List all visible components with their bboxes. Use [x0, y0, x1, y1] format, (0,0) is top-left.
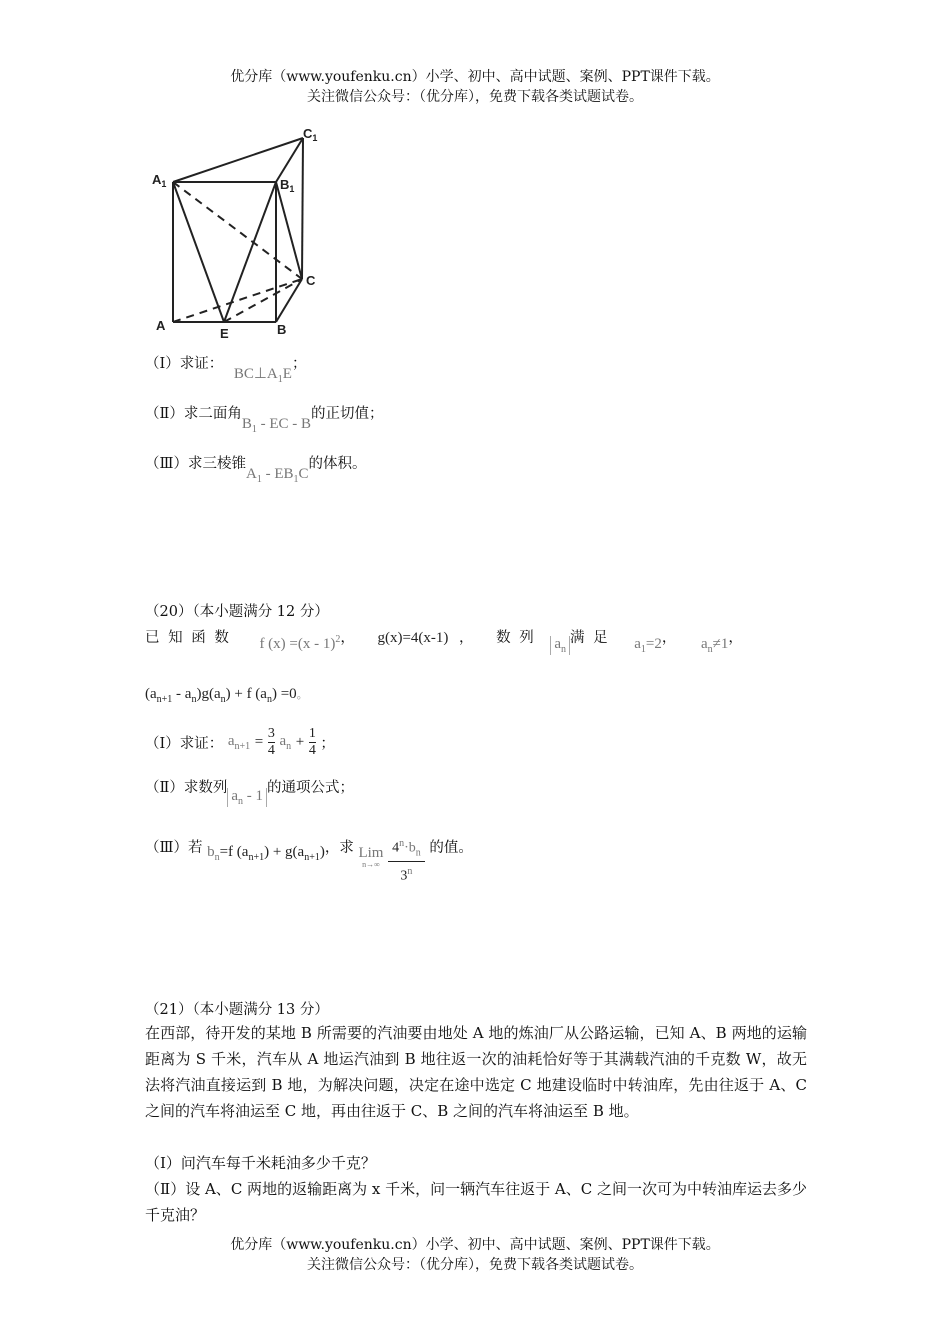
q19-part1: （Ⅰ）求证： $BC\perp A_1E$；	[145, 356, 307, 385]
label-A: A	[156, 318, 166, 333]
edge-A1-E	[173, 182, 224, 322]
edge-B1-E	[224, 182, 276, 322]
label-A1: $A_1$	[152, 172, 167, 189]
q20-title: （20）（本小题满分 12 分）	[145, 604, 329, 620]
prism-figure	[140, 122, 340, 347]
q19-part2: （Ⅱ）求二面角$B_1$ - EC - B的正切值；	[145, 406, 384, 435]
q20-intro-line: 已 知 函 数 f (x) =(x - 1)$^2$， g(x)=4(x-1) ， 数 列 $a_n$满 足 $a_1=2$， $a_n\ne 1$，	[145, 630, 743, 655]
label-C: C	[306, 273, 316, 288]
edge-A1-C1	[173, 138, 303, 182]
q21-part1: （Ⅰ）问汽车每千米耗油多少千克？	[145, 1154, 376, 1172]
q20-condition: $(a_{n+1} - a_n)g(a_n) + f$ $(a_n) =0$。	[145, 686, 308, 705]
dashed-E-C	[224, 279, 302, 322]
q19-part3: （Ⅲ）求三棱锥$A_1 - EB_1C$的体积。	[145, 456, 367, 485]
q20-part1: （Ⅰ）求证： $a_{n+1}$ = $\frac{3}{4}$ $a_n$ + $\frac{1}{4}$ ；	[145, 726, 335, 758]
dashed-A1-C	[173, 182, 302, 279]
footer-line-1: 优分库（www.youfenku.cn）小学、初中、高中试题、案例、PPT课件下载。	[230, 1237, 720, 1253]
q20-part3: （Ⅲ）若 $b_n=f$ $(a_{n+1}) + g(a_{n+1})$，求 Lim n→∞ $\frac{4^n\cdot b_n}{3^n}$ 的值。	[145, 836, 473, 887]
edge-B1-C1	[276, 138, 303, 182]
label-B: B	[277, 322, 287, 337]
label-E: E	[220, 326, 229, 341]
label-C1: $C_1$	[303, 126, 318, 143]
header-line-1: 优分库（www.youfenku.cn）小学、初中、高中试题、案例、PPT课件下载。	[230, 69, 720, 85]
q21-part2: （Ⅱ）设 A、C 两地的返输距离为 x 千米，问一辆汽车往返于 A、C 之间一次可为中转油库运去多少千克油？	[145, 1180, 807, 1224]
edge-B1-C	[276, 182, 302, 279]
q20-part2: （Ⅱ）求数列 $a_n - 1$ 的通项公式；	[145, 780, 355, 807]
limit-expression: Lim n→∞	[358, 845, 384, 869]
q21-body: 在西部，待开发的某地 B 所需要的汽油要由地处 A 地的炼油厂从公路运输，已知 A、B 两地的运输距离为 S 千米，汽车从 A 地运汽油到 B 地往返一次的油耗恰好等于其满载汽油的千克数 W，故无法将汽油直接运到 B 地，为解决问题，决定在途中选定 C 地建设临时中转油库，先由往返于 A、C 之间的汽车将油运至 C 地，再由往返于 C、B 之间的汽车将油运至 B 地。	[145, 1024, 807, 1120]
edge-C1-C	[302, 138, 303, 279]
label-B1: $B_1$	[280, 177, 295, 194]
footer-line-2: 关注微信公众号：（优分库），免费下载各类试题试卷。	[307, 1257, 643, 1273]
header-line-2: 关注微信公众号：（优分库），免费下载各类试题试卷。	[307, 89, 643, 105]
q21-title: （21）（本小题满分 13 分）	[145, 1002, 329, 1018]
